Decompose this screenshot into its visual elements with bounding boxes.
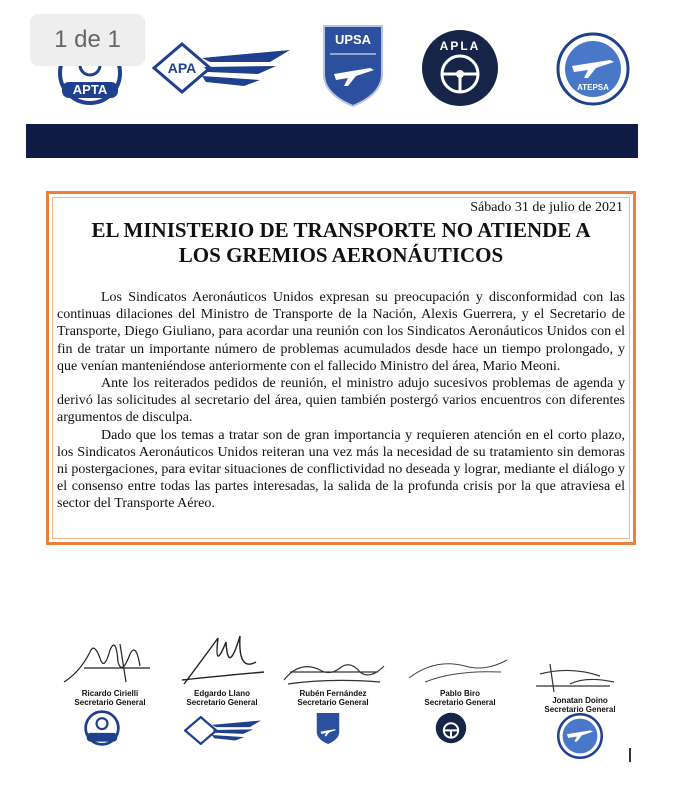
signatory-1 (50, 689, 170, 707)
upsa-logo-text: UPSA (334, 32, 372, 47)
signatory-2-role: Secretario General (186, 698, 258, 707)
apta-logo-small (84, 710, 120, 746)
signatory-1-name: Ricardo Cirielli (81, 689, 139, 698)
signature-doino (530, 656, 620, 696)
signatory-4 (400, 689, 520, 707)
upsa-logo (322, 24, 384, 108)
body-paragraph-1: Los Sindicatos Aeronáuticos Unidos expresan su preocupación y disconformidad con las continuas dilaciones del Ministro de Transporte de la Nación, Alexis Guerrera, y el Secretario de Transporte, Diego Giuliano, para acordar una reunión con los Sindicatos Aeronáuticos Unidos con el fin de tratar un importante número de problemas acumulados desde hace un tiempo prolongado, y que venían manteniéndose anteriormente con el fallecido Ministro del área, Mario Meoni. (57, 290, 625, 374)
body-paragraph-2: Ante los reiterados pedidos de reunión, el ministro adujo sucesivos problemas de agenda y derivó las solicitudes al secretario del área, quien también postergó varios encuentros con diferentes argumentos de disculpa. (57, 376, 625, 426)
release-title-line-2: LOS GREMIOS AERONÁUTICOS (178, 243, 504, 267)
signatory-5-role: Secretario General (544, 705, 616, 714)
atepsa-logo (556, 32, 630, 106)
signatory-2 (162, 689, 282, 707)
signatory-3-role: Secretario General (297, 698, 369, 707)
signatory-3-name: Rubén Fernández (299, 689, 367, 698)
signature-llano (178, 632, 270, 688)
apta-logo-text: APTA (72, 82, 108, 97)
page-edge-mark (629, 748, 631, 762)
atepsa-logo-text: ATEPSA (577, 83, 609, 92)
signature-cirielli (60, 632, 160, 688)
apla-logo-small (435, 712, 467, 744)
release-title-line-1: EL MINISTERIO DE TRANSPORTE NO ATIENDE A (91, 218, 591, 242)
signatory-2-name: Edgardo Llano (194, 689, 250, 698)
signatory-4-name: Pablo Biro (439, 689, 480, 698)
apla-logo-text: APLA (439, 39, 481, 53)
press-release-box (46, 191, 636, 545)
header-band (26, 124, 638, 158)
signature-fernandez (280, 650, 388, 690)
release-body (57, 289, 625, 513)
signatory-5 (520, 696, 640, 714)
apa-logo-small (184, 716, 262, 745)
signatory-5-name: Jonatan Doino (552, 696, 608, 705)
atepsa-logo-small (557, 713, 603, 759)
signature-biro (405, 652, 511, 688)
release-title (49, 218, 633, 268)
signatory-4-role: Secretario General (424, 698, 496, 707)
signatory-3 (273, 689, 393, 707)
body-paragraph-3: Dado que los temas a tratar son de gran importancia y requieren atención en el corto plazo, los Sindicatos Aeronáuticos Unidos reiteran una vez más la necesidad de su tratamiento sin demoras ni postergaciones, para evitar situaciones de conflictividad no deseada y lograr, mediante el diálogo y el consenso entre todas las partes interesadas, la salida de la profunda crisis por la que atraviesa el sector del Transporte Aéreo. (57, 427, 625, 512)
apa-logo-text: APA (167, 60, 197, 76)
apla-logo (420, 28, 500, 108)
signatory-1-role: Secretario General (74, 698, 146, 707)
release-date: Sábado 31 de julio de 2021 (470, 200, 623, 215)
page-indicator: 1 de 1 (30, 14, 145, 66)
apa-logo (152, 42, 292, 94)
upsa-logo-small (316, 712, 340, 745)
